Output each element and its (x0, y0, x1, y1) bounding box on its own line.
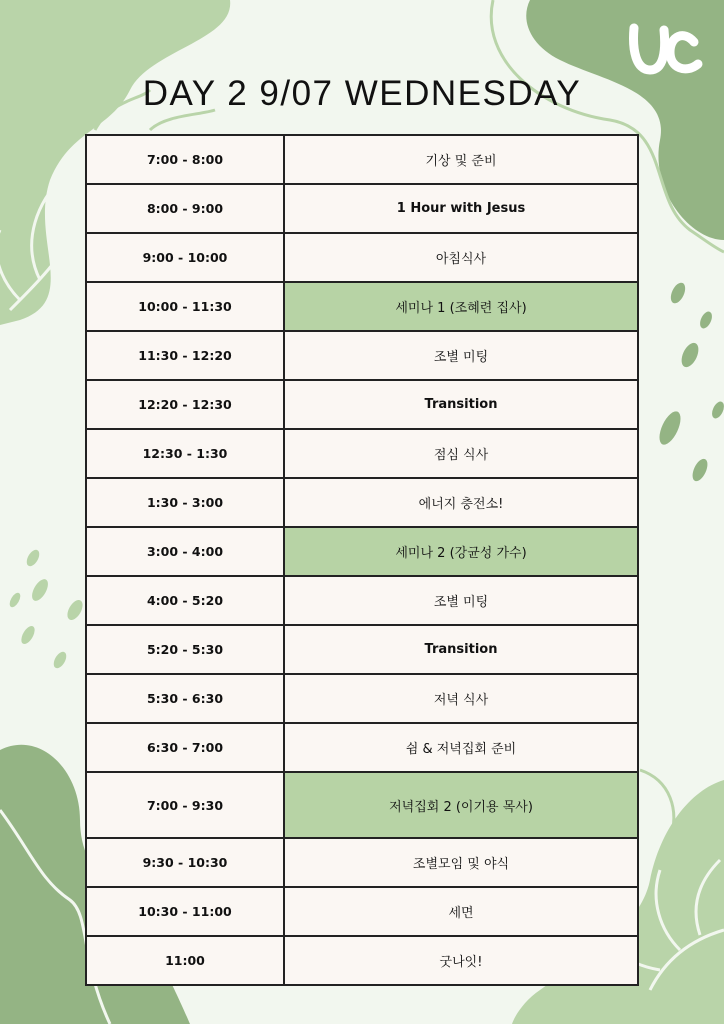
schedule-time: 11:00 (86, 936, 284, 985)
schedule-row (86, 135, 638, 184)
schedule-row (86, 527, 638, 576)
schedule-row (86, 282, 638, 331)
schedule-time: 4:00 - 5:20 (86, 576, 284, 625)
schedule-activity: Transition (284, 625, 638, 674)
schedule-time: 5:30 - 6:30 (86, 674, 284, 723)
schedule-activity: 조별모임 및 야식 (284, 838, 638, 887)
schedule-time: 3:00 - 4:00 (86, 527, 284, 576)
schedule-row (86, 838, 638, 887)
schedule-activity: 세면 (284, 887, 638, 936)
schedule-row (86, 233, 638, 282)
schedule-time: 12:20 - 12:30 (86, 380, 284, 429)
schedule-activity: 조별 미팅 (284, 576, 638, 625)
page-title: DAY 2 9/07 WEDNESDAY (142, 74, 582, 113)
schedule-row (86, 576, 638, 625)
schedule-time: 6:30 - 7:00 (86, 723, 284, 772)
schedule-activity: 저녁 식사 (284, 674, 638, 723)
schedule-time: 9:30 - 10:30 (86, 838, 284, 887)
schedule-activity: 굿나잇! (284, 936, 638, 985)
schedule-activity: 쉼 & 저녁집회 준비 (284, 723, 638, 772)
schedule-row (86, 625, 638, 674)
schedule-activity: Transition (284, 380, 638, 429)
schedule-time: 10:30 - 11:00 (86, 887, 284, 936)
dots-left (8, 548, 86, 671)
schedule-row (86, 772, 638, 838)
schedule-time: 11:30 - 12:20 (86, 331, 284, 380)
schedule-activity: 저녁집회 2 (이기용 목사) (284, 772, 638, 838)
schedule-time: 12:30 - 1:30 (86, 429, 284, 478)
schedule-time: 10:00 - 11:30 (86, 282, 284, 331)
dots-right (655, 280, 724, 483)
schedule-row (86, 936, 638, 985)
schedule-time: 1:30 - 3:00 (86, 478, 284, 527)
schedule-activity: 세미나 2 (강균성 가수) (284, 527, 638, 576)
schedule-row (86, 478, 638, 527)
schedule-activity: 점심 식사 (284, 429, 638, 478)
schedule-activity: 1 Hour with Jesus (284, 184, 638, 233)
schedule-table (85, 134, 639, 986)
schedule-row (86, 723, 638, 772)
schedule-activity: 세미나 1 (조혜련 집사) (284, 282, 638, 331)
schedule-time: 8:00 - 9:00 (86, 184, 284, 233)
schedule-activity: 기상 및 준비 (284, 135, 638, 184)
schedule-row (86, 429, 638, 478)
schedule-time: 5:20 - 5:30 (86, 625, 284, 674)
schedule-activity: 에너지 충전소! (284, 478, 638, 527)
schedule-row (86, 887, 638, 936)
schedule-time: 7:00 - 8:00 (86, 135, 284, 184)
schedule-row (86, 380, 638, 429)
schedule-row (86, 674, 638, 723)
schedule-activity: 아침식사 (284, 233, 638, 282)
uc-logo-icon (626, 20, 706, 82)
schedule-time: 7:00 - 9:30 (86, 772, 284, 838)
schedule-activity: 조별 미팅 (284, 331, 638, 380)
schedule-row (86, 184, 638, 233)
schedule-time: 9:00 - 10:00 (86, 233, 284, 282)
schedule-row (86, 331, 638, 380)
